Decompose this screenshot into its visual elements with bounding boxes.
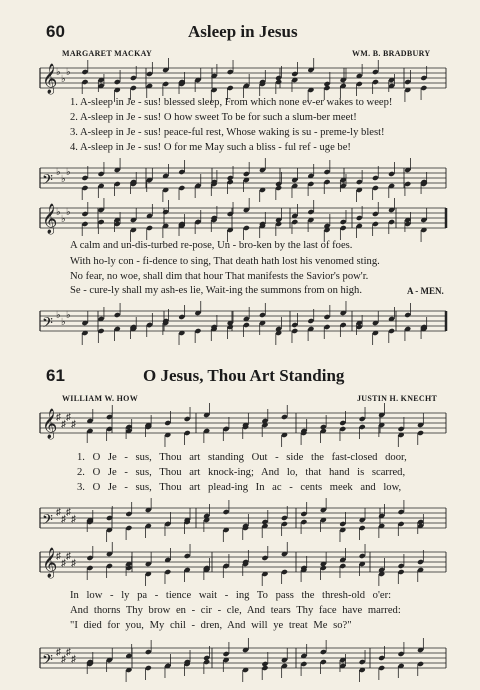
hymn-61-composer: JUSTIN H. KNECHT xyxy=(357,394,438,403)
bass-clef-icon: 𝄢 xyxy=(42,512,53,532)
hymn-61-author: WILLIAM W. HOW xyxy=(62,394,138,403)
svg-text:♯: ♯ xyxy=(61,514,66,525)
svg-text:♭: ♭ xyxy=(66,310,71,321)
hymn-60-bass-staff-1 xyxy=(0,160,480,205)
hymn-60-lyric-line: A calm and un-dis-turbed re-pose, Un - bro-ken by the last of foes. xyxy=(70,240,353,251)
hymn-60-lyric-line: 1. A-sleep in Je - sus! blessed sleep, From which none ev-er wakes to weep! xyxy=(70,97,393,108)
svg-text:♭: ♭ xyxy=(61,214,66,225)
svg-text:♯: ♯ xyxy=(61,419,66,430)
treble-clef-icon: 𝄞 xyxy=(42,409,58,439)
svg-text:♭: ♭ xyxy=(66,67,71,78)
hymn-61-treble-staff-1 xyxy=(0,405,480,450)
svg-text:♯: ♯ xyxy=(71,419,76,430)
svg-text:♯: ♯ xyxy=(71,514,76,525)
hymn-61-bass-staff-2 xyxy=(0,640,480,685)
treble-clef-icon: 𝄞 xyxy=(42,64,58,94)
hymn-60-lyric-line: With ho-ly con - fi-dence to sing, That death hath lost his venomed sting. xyxy=(70,256,380,267)
svg-text:♭: ♭ xyxy=(56,310,61,321)
treble-clef-icon: 𝄞 xyxy=(42,204,58,234)
svg-text:♯: ♯ xyxy=(71,558,76,569)
hymn-61-lyric-line: In low - ly pa - tience wait - ing To pass the thresh-old o'er: xyxy=(70,590,392,601)
bass-clef-icon: 𝄢 xyxy=(42,172,53,192)
svg-text:♯: ♯ xyxy=(66,647,71,658)
hymn-61-treble-staff-2 xyxy=(0,544,480,589)
svg-text:♯: ♯ xyxy=(71,654,76,665)
svg-text:♭: ♭ xyxy=(56,67,61,78)
hymn-61-lyric-line: 1. O Je - sus, Thou art standing Out - side the fast-closed door, xyxy=(77,452,407,463)
hymn-60-lyric-line: 2. A-sleep in Je - sus! O how sweet To be for such a slum-ber meet! xyxy=(70,112,357,123)
hymn-61-lyric-line: And thorns Thy brow en - cir - cle, And tears Thy face have marred: xyxy=(70,605,401,616)
hymn-60-lyric-line: Se - cure-ly shall my ash-es lie, Wait-ing the summons from on high. xyxy=(70,285,362,296)
hymn-60-lyric-line: 3. A-sleep in Je - sus! peace-ful rest, Whose waking is su - preme-ly blest! xyxy=(70,127,385,138)
svg-text:♭: ♭ xyxy=(61,317,66,328)
hymn-60-author: MARGARET MACKAY xyxy=(62,49,153,58)
hymn-60-number: 60 xyxy=(46,22,65,41)
bass-clef-icon: 𝄢 xyxy=(42,652,53,672)
svg-text:♯: ♯ xyxy=(56,551,61,562)
svg-text:♯: ♯ xyxy=(56,507,61,518)
svg-text:♭: ♭ xyxy=(66,207,71,218)
hymn-60-lyric-line: 4. A-sleep in Je - sus! O for me May such a bliss - ful ref - uge be! xyxy=(70,142,351,153)
hymn-60-treble-staff-2 xyxy=(0,200,480,245)
hymn-61-lyric-line: 3. O Je - sus, Thou art plead-ing In ac - cents meek and low, xyxy=(77,482,402,493)
hymn-61-lyric-line: 2. O Je - sus, Thou art knock-ing; And lo, that hand is scarred, xyxy=(77,467,406,478)
hymn-61-title: O Jesus, Thou Art Standing xyxy=(143,366,345,385)
svg-text:♯: ♯ xyxy=(66,412,71,423)
svg-text:♭: ♭ xyxy=(61,74,66,85)
treble-clef-icon: 𝄞 xyxy=(42,548,58,578)
svg-text:♯: ♯ xyxy=(66,551,71,562)
svg-text:♯: ♯ xyxy=(56,647,61,658)
svg-text:♭: ♭ xyxy=(56,167,61,178)
svg-text:♯: ♯ xyxy=(66,507,71,518)
bass-clef-icon: 𝄢 xyxy=(42,315,53,335)
svg-text:♭: ♭ xyxy=(66,167,71,178)
hymn-60-bass-staff-2 xyxy=(0,303,480,348)
hymn-60-composer: WM. B. BRADBURY xyxy=(352,49,431,58)
svg-text:♭: ♭ xyxy=(61,174,66,185)
svg-text:♭: ♭ xyxy=(56,207,61,218)
hymn-61-lyric-line: "I died for you, My chil - dren, And will ye treat Me so?" xyxy=(70,620,352,631)
svg-text:♯: ♯ xyxy=(61,654,66,665)
hymn-60-title: Asleep in Jesus xyxy=(188,22,298,41)
hymn-60-lyric-line: No fear, no woe, shall dim that hour That manifests the Savior's pow'r. xyxy=(70,271,369,282)
hymn-61-number: 61 xyxy=(46,366,65,385)
svg-text:♯: ♯ xyxy=(56,412,61,423)
svg-text:♯: ♯ xyxy=(61,558,66,569)
hymn-60-amen: A - MEN. xyxy=(407,286,444,296)
hymn-61-bass-staff-1 xyxy=(0,500,480,545)
